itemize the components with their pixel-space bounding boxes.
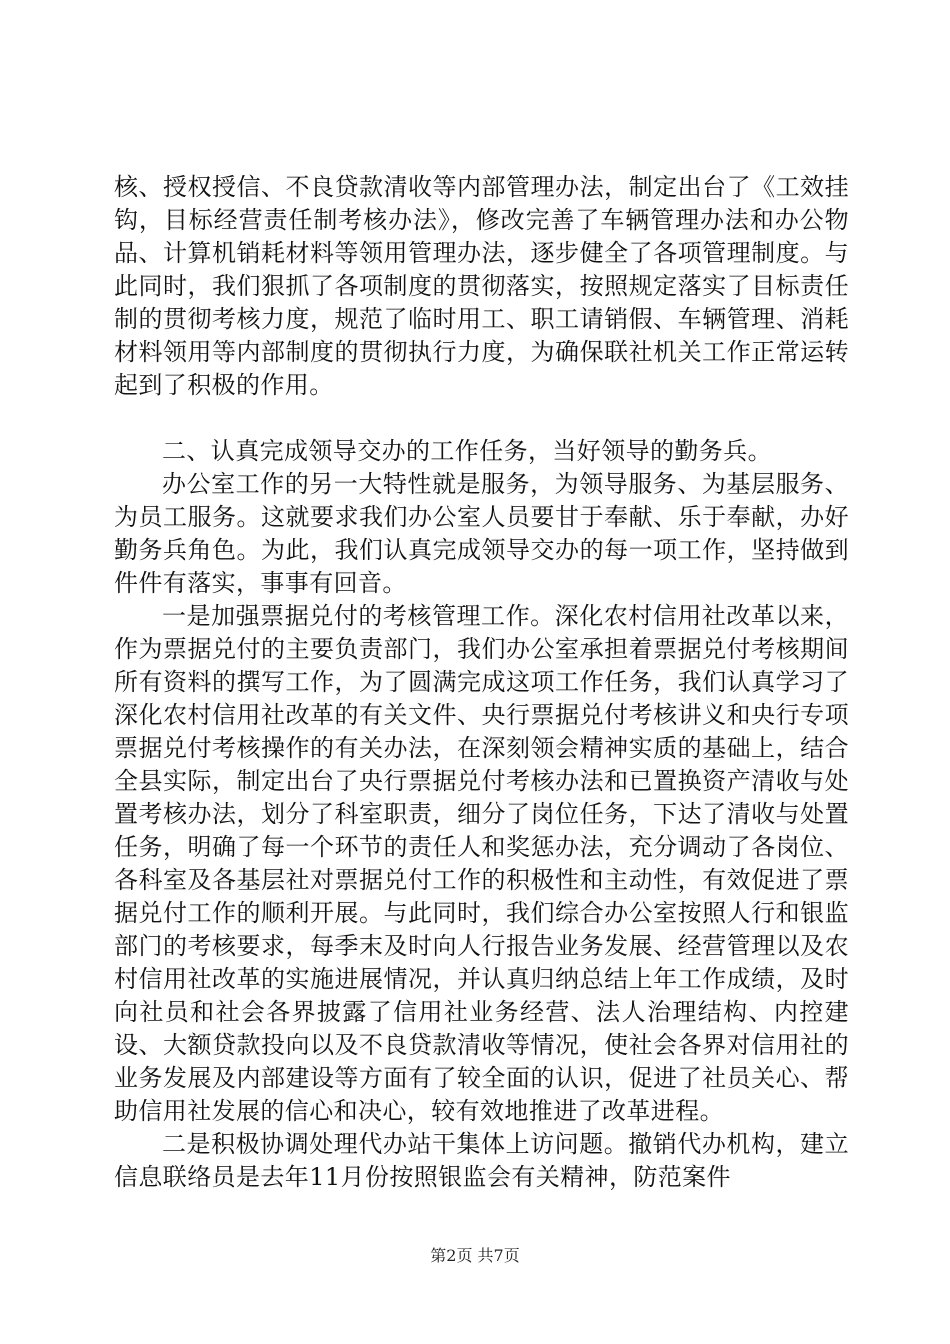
section-heading-two: 二、认真完成领导交办的工作任务，当好领导的勤务兵。 — [162, 437, 772, 465]
paragraph-gap — [114, 402, 849, 435]
document-body — [114, 171, 849, 1194]
page-number-footer: 第2页 共7页 — [430, 1246, 520, 1265]
paragraph-bill-payment: 一是加强票据兑付的考核管理工作。深化农村信用社改革以来，作为票据兑付的主要负责部门，我们办公室承担着票据兑付考核期间所有资料的撰写工作，为了圆满完成这项工作任务，我们认真学习了深化农村信用社改革的有关文件、央行票据兑付考核讲义和央行专项票据兑付考核操作的有关办法，在深刻领会精神实质的基础上，结合全县实际，制定出台了央行票据兑付考核办法和已置换资产清收与处置考核办法，划分了科室职责，细分了岗位任务，下达了清收与处置任务，明确了每一个环节的责任人和奖惩办法，充分调动了各岗位、各科室及各基层社对票据兑付工作的积极性和主动性，有效促进了票据兑付工作的顺利开展。与此同时，我们综合办公室按照人行和银监部门的考核要求，每季末及时向人行报告业务发展、经营管理以及农村信用社改革的实施进展情况，并认真归纳总结上年工作成绩，及时向社员和社会各界披露了信用社业务经营、法人治理结构、内控建设、大额贷款投向以及不良贷款清收等情况，使社会各界对信用社的业务发展及内部建设等方面有了较全面的认识，促进了社员关心、帮助信用社发展的信心和决心，较有效地推进了改革进程。 — [114, 602, 849, 1125]
paragraph-petition: 二是积极协调处理代办站干集体上访问题。撤销代办机构，建立信息联络员是去年11月份按照银监会有关精神，防范案件 — [114, 1130, 849, 1191]
paragraph-service: 办公室工作的另一大特性就是服务，为领导服务、为基层服务、为员工服务。这就要求我们办公室人员要甘于奉献、乐于奉献，办好勤务兵角色。为此，我们认真完成领导交办的每一项工作，坚持做到件件有落实，事事有回音。 — [114, 470, 849, 597]
paragraph-management-measures: 核、授权授信、不良贷款清收等内部管理办法，制定出台了《工效挂钩，目标经营责任制考核办法》，修改完善了车辆管理办法和办公物品、计算机销耗材料等领用管理办法，逐步健全了各项管理制度。与此同时，我们狠抓了各项制度的贯彻落实，按照规定落实了目标责任制的贯彻考核力度，规范了临时用工、职工请销假、车辆管理、消耗材料领用等内部制度的贯彻执行力度，为确保联社机关工作正常运转起到了积极的作用。 — [114, 173, 849, 399]
